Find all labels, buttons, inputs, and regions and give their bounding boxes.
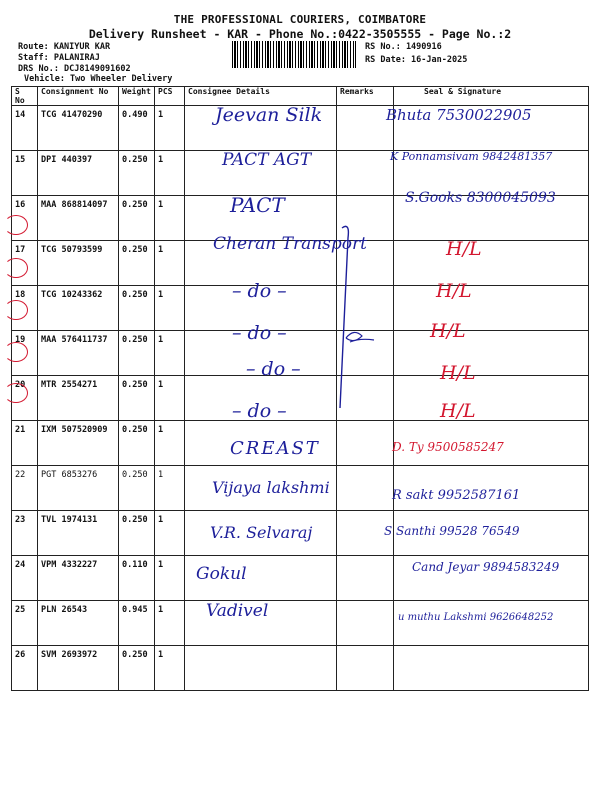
cell-consignment: MAA 868814097 — [38, 196, 119, 241]
cell-sno: 22 — [12, 466, 38, 511]
runsheet-subtitle: Delivery Runsheet - KAR - Phone No.:0422-3505555 - Page No.:2 — [88, 27, 512, 41]
cell-weight: 0.250 — [119, 376, 155, 421]
cell-consignee — [185, 646, 337, 691]
handwritten-consignee: Cheran Transport — [213, 234, 367, 254]
handwritten-consignee: Gokul — [196, 564, 247, 584]
cell-consignment: TCG 41470290 — [38, 106, 119, 151]
cell-pcs: 1 — [155, 196, 185, 241]
handwritten-consignee: – do – — [232, 400, 287, 422]
cell-sno: 20 — [12, 376, 38, 421]
table-header-row — [12, 87, 589, 106]
col-signature-header: Seal & Signature — [394, 87, 589, 106]
runsheet-table — [11, 86, 589, 691]
cell-consignment: TCG 10243362 — [38, 286, 119, 331]
handwritten-signature: S Santhi 99528 76549 — [384, 524, 520, 538]
bracket-mark — [320, 218, 380, 418]
cell-signature — [394, 241, 589, 286]
col-weight-header: Weight — [119, 87, 155, 106]
handwritten-signature: H/L — [446, 238, 482, 260]
red-circle-mark — [4, 300, 28, 320]
cell-sno: 24 — [12, 556, 38, 601]
col-remarks-header: Remarks — [337, 87, 394, 106]
cell-consignment: VPM 4332227 — [38, 556, 119, 601]
handwritten-signature: Cand Jeyar 9894583249 — [412, 560, 560, 574]
cell-pcs: 1 — [155, 376, 185, 421]
cell-consignment: TVL 1974131 — [38, 511, 119, 556]
cell-signature — [394, 601, 589, 646]
cell-weight: 0.110 — [119, 556, 155, 601]
cell-pcs: 1 — [155, 151, 185, 196]
cell-consignment: DPI 440397 — [38, 151, 119, 196]
handwritten-signature: S.Gooks 8300045093 — [405, 190, 556, 206]
cell-weight: 0.250 — [119, 421, 155, 466]
handwritten-consignee: V.R. Selvaraj — [210, 523, 313, 542]
cell-pcs: 1 — [155, 286, 185, 331]
cell-sno: 23 — [12, 511, 38, 556]
handwritten-signature: H/L — [430, 320, 466, 342]
red-circle-mark — [4, 383, 28, 403]
company-title: THE PROFESSIONAL COURIERS, COIMBATORE — [173, 13, 427, 26]
table-row — [12, 646, 589, 691]
staff-label: Staff: PALANIRAJ — [18, 53, 100, 63]
red-circle-mark — [4, 215, 28, 235]
cell-sno: 19 — [12, 331, 38, 376]
cell-sno: 26 — [12, 646, 38, 691]
cell-weight: 0.250 — [119, 196, 155, 241]
handwritten-signature: R sakt 9952587161 — [392, 488, 521, 503]
handwritten-consignee: PACT AGT — [222, 150, 312, 170]
rs-number: RS No.: 1490916 — [365, 42, 442, 52]
cell-weight: 0.250 — [119, 331, 155, 376]
cell-weight: 0.250 — [119, 241, 155, 286]
cell-remarks — [337, 421, 394, 466]
cell-weight: 0.250 — [119, 151, 155, 196]
cell-signature — [394, 376, 589, 421]
vehicle-label: Vehicle: Two Wheeler Delivery — [24, 74, 173, 84]
col-sno-header: S No — [12, 87, 38, 106]
cell-consignment: TCG 50793599 — [38, 241, 119, 286]
cell-consignment: PLN 26543 — [38, 601, 119, 646]
handwritten-signature: D. Ty 9500585247 — [392, 440, 504, 454]
cell-sno: 18 — [12, 286, 38, 331]
table-row — [12, 601, 589, 646]
cell-signature — [394, 331, 589, 376]
cell-pcs: 1 — [155, 601, 185, 646]
handwritten-signature: H/L — [436, 280, 472, 302]
handwritten-signature: K Ponnamsivam 9842481357 — [390, 150, 553, 163]
red-circle-mark — [4, 342, 28, 362]
table-row — [12, 376, 589, 421]
cell-pcs: 1 — [155, 511, 185, 556]
cell-weight: 0.250 — [119, 286, 155, 331]
barcode-image — [232, 41, 356, 68]
cell-sno: 21 — [12, 421, 38, 466]
handwritten-signature: H/L — [440, 400, 476, 422]
handwritten-consignee: PACT — [230, 193, 285, 217]
col-consignment-header: Consignment No — [38, 87, 119, 106]
handwritten-consignee: CREAST — [230, 438, 320, 459]
cell-remarks — [337, 601, 394, 646]
cell-remarks — [337, 646, 394, 691]
drs-number: DRS No.: DCJ8149091602 — [18, 64, 131, 74]
cell-pcs: 1 — [155, 556, 185, 601]
cell-pcs: 1 — [155, 466, 185, 511]
handwritten-consignee: Vijaya lakshmi — [212, 478, 330, 497]
cell-weight: 0.490 — [119, 106, 155, 151]
handwritten-signature: u muthu Lakshmi 9626648252 — [398, 612, 554, 623]
table-row — [12, 286, 589, 331]
col-consignee-header: Consignee Details — [185, 87, 337, 106]
handwritten-consignee: – do – — [232, 322, 287, 344]
handwritten-signature: H/L — [440, 362, 476, 384]
cell-consignment: MTR 2554271 — [38, 376, 119, 421]
cell-sno: 14 — [12, 106, 38, 151]
cell-signature — [394, 286, 589, 331]
cell-consignment: PGT 6853276 — [38, 466, 119, 511]
cell-weight: 0.250 — [119, 511, 155, 556]
handwritten-consignee: – do – — [232, 280, 287, 302]
cell-sno: 16 — [12, 196, 38, 241]
rs-date: RS Date: 16-Jan-2025 — [365, 55, 468, 65]
cell-weight: 0.945 — [119, 601, 155, 646]
handwritten-signature: Bhuta 7530022905 — [386, 106, 532, 124]
col-pcs-header: PCS — [155, 87, 185, 106]
cell-remarks — [337, 151, 394, 196]
cell-weight: 0.250 — [119, 646, 155, 691]
cell-sno: 25 — [12, 601, 38, 646]
cell-pcs: 1 — [155, 106, 185, 151]
route-label: Route: KANIYUR KAR — [18, 42, 111, 52]
cell-consignment: MAA 576411737 — [38, 331, 119, 376]
red-circle-mark — [4, 258, 28, 278]
cell-pcs: 1 — [155, 646, 185, 691]
cell-remarks — [337, 556, 394, 601]
cell-weight: 0.250 — [119, 466, 155, 511]
cell-sno: 15 — [12, 151, 38, 196]
cell-pcs: 1 — [155, 331, 185, 376]
handwritten-consignee: Jeevan Silk — [215, 104, 323, 126]
cell-consignment: SVM 2693972 — [38, 646, 119, 691]
handwritten-consignee: Vadivel — [206, 601, 269, 621]
cell-pcs: 1 — [155, 241, 185, 286]
cell-pcs: 1 — [155, 421, 185, 466]
cell-remarks — [337, 106, 394, 151]
handwritten-consignee: – do – — [246, 358, 301, 380]
cell-remarks — [337, 466, 394, 511]
cell-consignment: IXM 507520909 — [38, 421, 119, 466]
cell-signature — [394, 646, 589, 691]
cell-sno: 17 — [12, 241, 38, 286]
